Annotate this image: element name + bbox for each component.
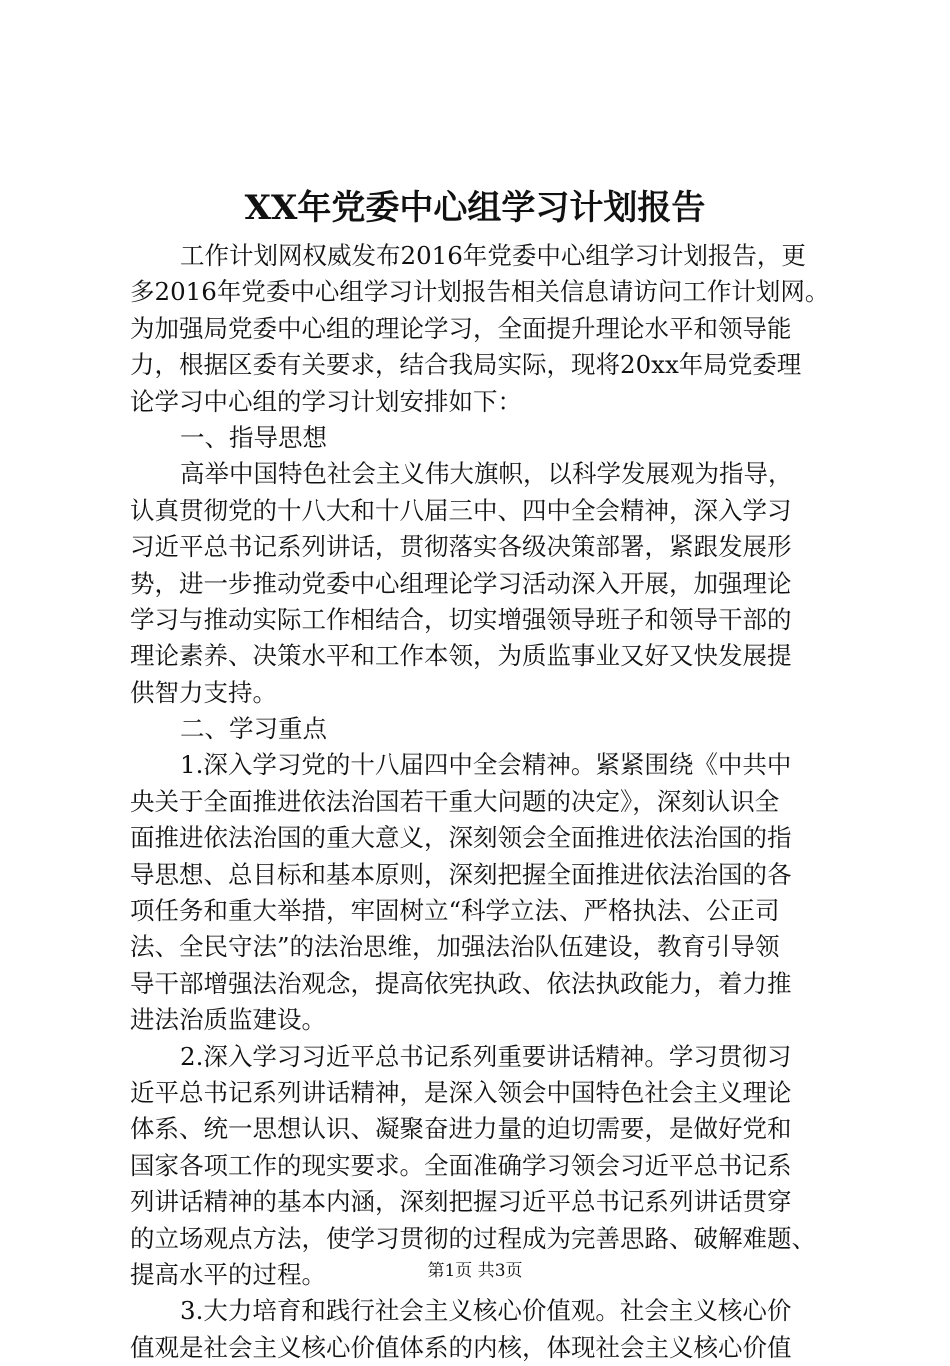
text-line: 势，进一步推动党委中心组理论学习活动深入开展，加强理论	[130, 568, 792, 598]
text-line: 高举中国特色社会主义伟大旗帜，以科学发展观为指导，	[180, 459, 793, 489]
text-line: 提高水平的过程。	[130, 1259, 326, 1289]
text-line: 工作计划网权威发布2016年党委中心组学习计划报告，更	[180, 241, 806, 270]
text-line: 一、指导思想	[180, 422, 327, 452]
text-line: 列讲话精神的基本内涵，深刻把握习近平总书记系列讲话贯穿	[130, 1187, 792, 1217]
text-line: 3.大力培育和践行社会主义核心价值观。社会主义核心价	[180, 1296, 792, 1326]
text-line: 力，根据区委有关要求，结合我局实际，现将20xx年局党委理	[130, 350, 802, 380]
text-line: 供智力支持。	[130, 677, 277, 707]
text-line: 多2016年党委中心组学习计划报告相关信息请访问工作计划网。	[130, 277, 830, 307]
text-line: 为加强局党委中心组的理论学习，全面提升理论水平和领导能	[130, 313, 792, 343]
text-line: 值观是社会主义核心价值体系的内核，体现社会主义核心价值	[130, 1332, 792, 1362]
document-body	[130, 238, 830, 1366]
text-line: 体系、统一思想认识、凝聚奋进力量的迫切需要，是做好党和	[130, 1114, 792, 1144]
text-line: 项任务和重大举措，牢固树立“科学立法、严格执法、公正司	[130, 896, 780, 926]
page-number: 第1页 共3页	[427, 1261, 523, 1281]
text-line: 进法治质监建设。	[130, 1005, 326, 1035]
text-line: 法、全民守法”的法治思维，加强法治队伍建设，教育引导领	[130, 932, 780, 962]
text-line: 导干部增强法治观念，提高依宪执政、依法执政能力，着力推	[130, 968, 792, 998]
text-line: 学习与推动实际工作相结合，切实增强领导班子和领导干部的	[130, 604, 792, 634]
text-line: 论学习中心组的学习计划安排如下：	[130, 386, 522, 416]
text-line: 1.深入学习党的十八届四中全会精神。紧紧围绕《中共中	[180, 750, 792, 780]
text-line: 近平总书记系列讲话精神，是深入领会中国特色社会主义理论	[130, 1077, 792, 1107]
text-line: 导思想、总目标和基本原则，深刻把握全面推进依法治国的各	[130, 859, 792, 889]
text-line: 面推进依法治国的重大意义，深刻领会全面推进依法治国的指	[130, 823, 792, 853]
text-line: 二、学习重点	[180, 714, 327, 744]
page-title: XX年党委中心组学习计划报告	[244, 188, 706, 228]
text-line: 认真贯彻党的十八大和十八届三中、四中全会精神，深入学习	[130, 495, 792, 525]
text-line: 习近平总书记系列讲话，贯彻落实各级决策部署，紧跟发展形	[130, 532, 792, 562]
text-line: 央关于全面推进依法治国若干重大问题的决定》，深刻认识全	[130, 786, 780, 816]
text-line: 国家各项工作的现实要求。全面准确学习领会习近平总书记系	[130, 1150, 792, 1180]
text-line: 2.深入学习习近平总书记系列重要讲话精神。学习贯彻习	[180, 1041, 792, 1071]
text-line: 理论素养、决策水平和工作本领，为质监事业又好又快发展提	[130, 641, 792, 671]
text-line: 的立场观点方法，使学习贯彻的过程成为完善思路、破解难题、	[130, 1223, 816, 1253]
